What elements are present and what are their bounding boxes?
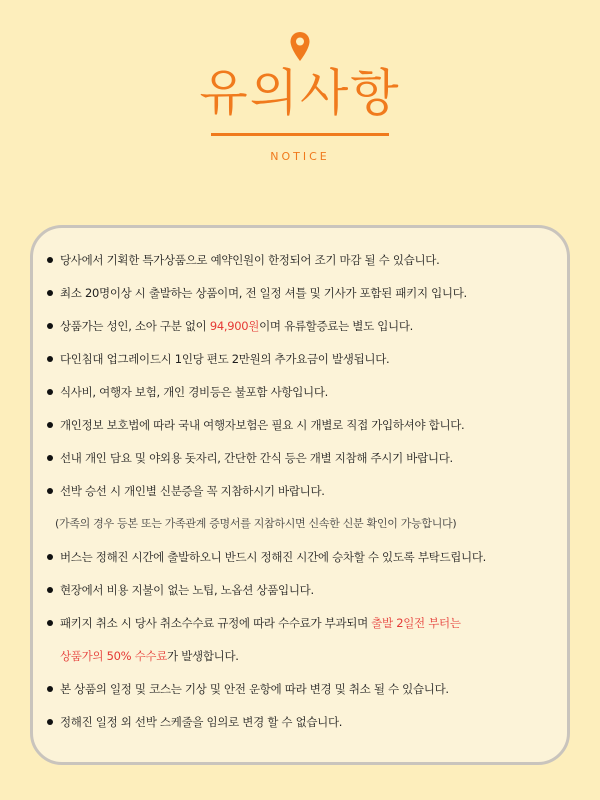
bullet-dot [47, 257, 53, 263]
notice-panel [30, 225, 570, 765]
cancel-fee-highlight: 출발 2일전 부터는 [371, 616, 461, 630]
page-subtitle: NOTICE [270, 150, 330, 163]
bullet-dot [47, 686, 53, 692]
cancel-fee-highlight: 상품가의 50% 수수료 [60, 649, 168, 663]
notice-note-text: (가족의 경우 등본 또는 가족관계 증명서를 지참하시면 신속한 신분 확인이 가능합니다) [55, 517, 457, 530]
bullet-dot [47, 554, 53, 560]
notice-text [60, 644, 239, 668]
notice-text-part: 이며 유류할증료는 별도 입니다. [259, 319, 414, 333]
notice-text [60, 611, 461, 635]
bullet-dot [47, 323, 53, 329]
notice-text: 다인침대 업그레이드시 1인당 편도 2만원의 추가요금이 발생됩니다. [60, 352, 390, 366]
notice-text-part: 가 발생합니다. [167, 649, 239, 663]
bullet-dot [47, 290, 53, 296]
notice-text: 선박 승선 시 개인별 신분증을 꼭 지참하시기 바랍니다. [60, 484, 325, 498]
notice-text: 최소 20명이상 시 출발하는 상품이며, 전 일정 셔틀 및 기사가 포함된 패키지 입니다. [60, 286, 467, 300]
bullet-dot [47, 488, 53, 494]
bullet-dot [47, 422, 53, 428]
title-underline [211, 133, 389, 136]
bullet-dot [47, 356, 53, 362]
notice-text: 본 상품의 일정 및 코스는 기상 및 안전 운항에 따라 변경 및 취소 될 수 있습니다. [60, 682, 449, 696]
notice-text: 당사에서 기획한 특가상품으로 예약인원이 한정되어 조기 마감 될 수 있습니다. [60, 253, 440, 267]
notice-text: 개인정보 보호법에 따라 국내 여행자보험은 필요 시 개별로 직접 가입하셔야 합니다. [60, 418, 465, 432]
bullet-dot [47, 389, 53, 395]
bullet-dot [47, 455, 53, 461]
bullet-dot [47, 719, 53, 725]
page-title: 유의사항 [199, 64, 401, 122]
notice-text: 식사비, 여행자 보험, 개인 경비등은 불포함 사항입니다. [60, 385, 328, 399]
notice-list [33, 228, 567, 762]
bullet-dot [47, 587, 53, 593]
notice-text: 버스는 정해진 시간에 출발하오니 반드시 정해진 시간에 승차할 수 있도록 부탁드립니다. [60, 550, 487, 564]
notice-text-part: 패키지 취소 시 당사 취소수수료 규정에 따라 수수료가 부과되며 [60, 616, 372, 630]
bullet-dot [47, 620, 53, 626]
notice-text [60, 314, 413, 338]
price-highlight: 94,900원 [209, 319, 260, 333]
notice-text-part: 상품가는 성인, 소아 구분 없이 [60, 319, 210, 333]
notice-text: 선내 개인 담요 및 야외용 돗자리, 간단한 간식 등은 개별 지참해 주시기 바랍니다. [60, 451, 453, 465]
notice-text: 현장에서 비용 지불이 없는 노팁, 노옵션 상품입니다. [60, 583, 314, 597]
notice-text: 정해진 일정 외 선박 스케줄을 임의로 변경 할 수 없습니다. [60, 715, 343, 729]
